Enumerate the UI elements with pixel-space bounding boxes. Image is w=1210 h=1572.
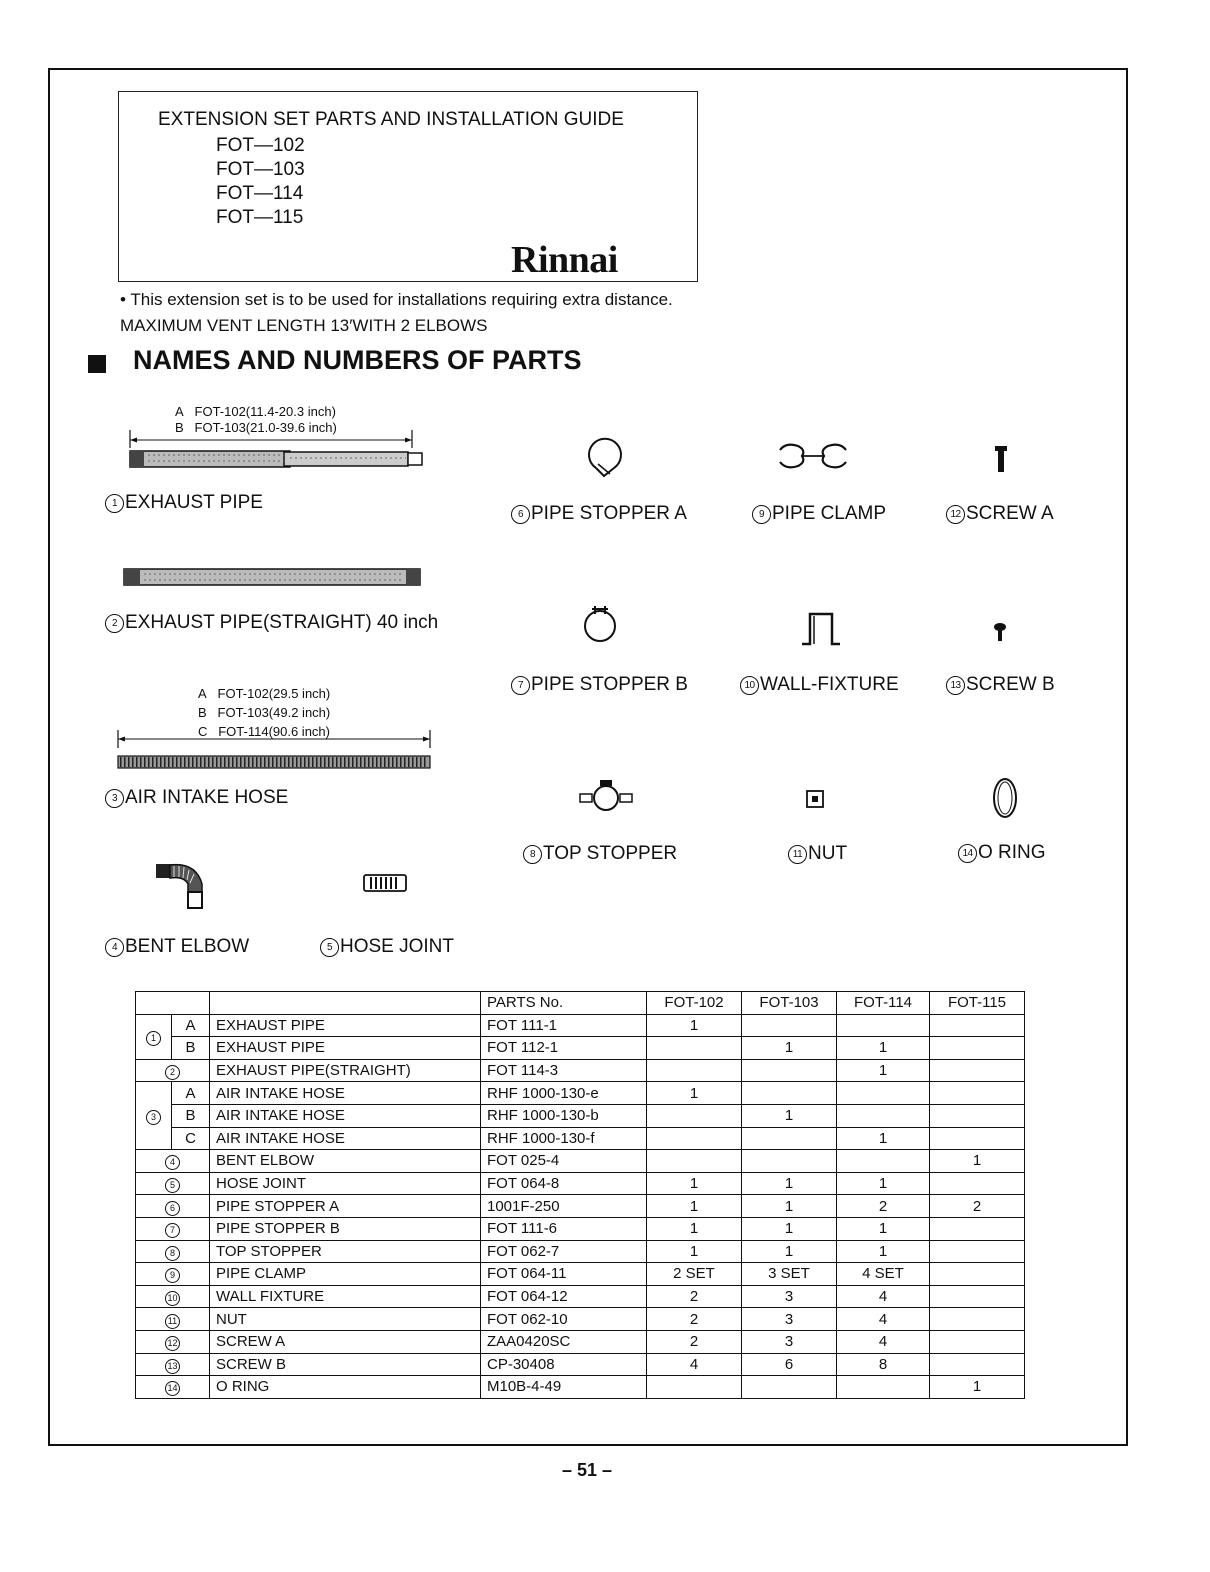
qty-fot102-cell: 4: [647, 1353, 742, 1376]
qty-fot115-cell: [930, 1240, 1025, 1263]
page-number: – 51 –: [562, 1460, 613, 1480]
qty-fot115-cell: [930, 1037, 1025, 1060]
max-vent-note: MAXIMUM VENT LENGTH 13′WITH 2 ELBOWS: [120, 316, 488, 335]
variant-cell: C: [172, 1127, 210, 1150]
header-cell: FOT-115: [930, 992, 1025, 1015]
part-name-cell: BENT ELBOW: [210, 1150, 481, 1173]
label-bent-elbow: [105, 936, 249, 958]
part-number-cell: FOT 064-12: [481, 1285, 647, 1308]
qty-fot103-cell: 1: [742, 1172, 837, 1195]
item-number-icon: 2: [165, 1065, 180, 1080]
number-8-icon: 8: [523, 845, 542, 864]
qty-fot115-cell: [930, 1263, 1025, 1286]
part-number-cell: FOT 064-8: [481, 1172, 647, 1195]
table-row: [136, 1195, 1025, 1218]
dim-text: FOT-103(49.2 inch): [217, 705, 331, 720]
part-name-cell: SCREW A: [210, 1330, 481, 1353]
usage-note: • This extension set is to be used for installations requiring extra distance.: [120, 290, 673, 309]
item-number-icon: 5: [165, 1178, 180, 1193]
qty-fot115-cell: [930, 1353, 1025, 1376]
model-number: FOT—102: [216, 135, 305, 156]
screw-b-icon: [993, 622, 1007, 644]
part-name: SCREW B: [966, 674, 1055, 695]
qty-fot102-cell: 2 SET: [647, 1263, 742, 1286]
part-name-cell: PIPE STOPPER B: [210, 1217, 481, 1240]
qty-fot103-cell: 1: [742, 1217, 837, 1240]
header-cell: [136, 992, 210, 1015]
part-number-cell: FOT 112-1: [481, 1037, 647, 1060]
pipe-stopper-a-icon: [584, 434, 626, 482]
part-name: EXHAUST PIPE(STRAIGHT) 40 inch: [125, 612, 439, 633]
qty-fot114-cell: 1: [837, 1217, 930, 1240]
qty-fot103-cell: 3 SET: [742, 1263, 837, 1286]
part-number-cell: FOT 111-6: [481, 1217, 647, 1240]
header-cell: FOT-103: [742, 992, 837, 1015]
part-name-cell: PIPE CLAMP: [210, 1263, 481, 1286]
part-name-cell: NUT: [210, 1308, 481, 1331]
part-number-cell: FOT 062-7: [481, 1240, 647, 1263]
dim-letter: C: [198, 724, 208, 739]
qty-fot102-cell: [647, 1127, 742, 1150]
qty-fot102-cell: [647, 1150, 742, 1173]
part-name-cell: EXHAUST PIPE: [210, 1014, 481, 1037]
screw-a-icon: [994, 444, 1008, 476]
qty-fot115-cell: [930, 1059, 1025, 1082]
part-number-cell: FOT 025-4: [481, 1150, 647, 1173]
item-number-icon: 11: [165, 1314, 180, 1329]
qty-fot102-cell: 1: [647, 1240, 742, 1263]
qty-fot103-cell: 1: [742, 1104, 837, 1127]
label-pipe-clamp: [752, 503, 886, 525]
variant-cell: B: [172, 1037, 210, 1060]
qty-fot102-cell: [647, 1104, 742, 1127]
label-screw-a: [946, 503, 1054, 525]
section-heading: NAMES AND NUMBERS OF PARTS: [133, 345, 582, 375]
part-name-cell: PIPE STOPPER A: [210, 1195, 481, 1218]
part-name-cell: AIR INTAKE HOSE: [210, 1082, 481, 1105]
model-number: FOT—115: [216, 207, 304, 228]
label-wall-fixture: [740, 674, 899, 696]
table-row: [136, 1217, 1025, 1240]
part-name: NUT: [808, 843, 848, 864]
item-number-icon: 12: [165, 1336, 180, 1351]
item-number-cell: [136, 1308, 210, 1331]
label-air-intake-hose: [105, 787, 288, 809]
qty-fot102-cell: 2: [647, 1308, 742, 1331]
item-number-icon: 9: [165, 1268, 180, 1283]
part-number-cell: FOT 062-10: [481, 1308, 647, 1331]
part-name-cell: AIR INTAKE HOSE: [210, 1104, 481, 1127]
header-cell: [210, 992, 481, 1015]
number-4-icon: 4: [105, 938, 124, 957]
model-number: FOT—103: [216, 159, 305, 180]
qty-fot114-cell: [837, 1150, 930, 1173]
part-name-cell: EXHAUST PIPE(STRAIGHT): [210, 1059, 481, 1082]
part-number-cell: FOT 111-1: [481, 1014, 647, 1037]
number-14-icon: 14: [958, 844, 977, 863]
part-name-cell: WALL FIXTURE: [210, 1285, 481, 1308]
table-row: [136, 1150, 1025, 1173]
qty-fot115-cell: [930, 1308, 1025, 1331]
number-1-icon: 1: [105, 494, 124, 513]
number-10-icon: 10: [740, 676, 759, 695]
qty-fot114-cell: 1: [837, 1037, 930, 1060]
model-number: FOT—114: [216, 183, 304, 204]
dim-text: FOT-102(11.4-20.3 inch): [194, 404, 336, 419]
qty-fot103-cell: 1: [742, 1037, 837, 1060]
qty-fot115-cell: [930, 1082, 1025, 1105]
qty-fot102-cell: 2: [647, 1330, 742, 1353]
table-row: [136, 1376, 1025, 1399]
part-number-cell: RHF 1000-130-b: [481, 1104, 647, 1127]
part-name: TOP STOPPER: [543, 843, 678, 864]
part-name-cell: O RING: [210, 1376, 481, 1399]
qty-fot114-cell: 4: [837, 1308, 930, 1331]
item-number-cell: [136, 1353, 210, 1376]
qty-fot115-cell: [930, 1127, 1025, 1150]
number-7-icon: 7: [511, 676, 530, 695]
number-5-icon: 5: [320, 938, 339, 957]
label-pipe-stopper-a: [511, 503, 687, 525]
item-number-cell: [136, 1150, 210, 1173]
part-number-cell: 1001F-250: [481, 1195, 647, 1218]
number-9-icon: 9: [752, 505, 771, 524]
label-nut: [788, 843, 847, 865]
part-name: WALL-FIXTURE: [760, 674, 899, 695]
qty-fot102-cell: 2: [647, 1285, 742, 1308]
qty-fot102-cell: 1: [647, 1172, 742, 1195]
qty-fot103-cell: 1: [742, 1240, 837, 1263]
qty-fot114-cell: [837, 1376, 930, 1399]
item-number-cell: [136, 1172, 210, 1195]
label-exhaust-pipe: [105, 492, 263, 514]
item-number-icon: 8: [165, 1246, 180, 1261]
header-cell: FOT-102: [647, 992, 742, 1015]
dim-letter: B: [198, 705, 207, 720]
number-12-icon: 12: [946, 505, 965, 524]
dim-text: FOT-102(29.5 inch): [217, 686, 331, 701]
table-row: [136, 1104, 1025, 1127]
part-number-cell: FOT 114-3: [481, 1059, 647, 1082]
qty-fot103-cell: [742, 1150, 837, 1173]
header-cell: PARTS No.: [481, 992, 647, 1015]
qty-fot102-cell: 1: [647, 1195, 742, 1218]
number-2-icon: 2: [105, 614, 124, 633]
qty-fot114-cell: 4 SET: [837, 1263, 930, 1286]
number-6-icon: 6: [511, 505, 530, 524]
table-row: [136, 1285, 1025, 1308]
item-number-icon: 4: [165, 1155, 180, 1170]
qty-fot114-cell: [837, 1104, 930, 1127]
part-number-cell: RHF 1000-130-e: [481, 1082, 647, 1105]
item-number-icon: 10: [165, 1291, 180, 1306]
item-number-cell: [136, 1059, 210, 1082]
dim-text: FOT-114(90.6 inch): [218, 724, 330, 739]
qty-fot115-cell: [930, 1330, 1025, 1353]
hose-dim-a: [198, 686, 330, 702]
number-3-icon: 3: [105, 789, 124, 808]
qty-fot115-cell: [930, 1014, 1025, 1037]
label-hose-joint: [320, 936, 454, 958]
item-number-icon: 7: [165, 1223, 180, 1238]
qty-fot103-cell: [742, 1014, 837, 1037]
exhaust-dim-a: [175, 404, 336, 420]
variant-cell: A: [172, 1014, 210, 1037]
qty-fot103-cell: [742, 1059, 837, 1082]
table-row: [136, 1014, 1025, 1037]
table-row: [136, 1263, 1025, 1286]
part-name: SCREW A: [966, 503, 1054, 524]
rinnai-logo: Rinnai: [511, 239, 618, 281]
qty-fot102-cell: 1: [647, 1217, 742, 1240]
dim-letter: A: [175, 404, 184, 419]
qty-fot102-cell: [647, 1059, 742, 1082]
hose-joint-icon: [363, 873, 407, 895]
straight-pipe-drawing: [122, 566, 424, 590]
bent-elbow-icon: [154, 858, 214, 912]
qty-fot114-cell: 2: [837, 1195, 930, 1218]
table-row: [136, 1240, 1025, 1263]
part-number-cell: ZAA0420SC: [481, 1330, 647, 1353]
part-name: HOSE JOINT: [340, 936, 455, 957]
table-row: [136, 1127, 1025, 1150]
qty-fot103-cell: [742, 1127, 837, 1150]
qty-fot114-cell: 1: [837, 1240, 930, 1263]
item-number-icon: 1: [146, 1031, 161, 1046]
qty-fot114-cell: 1: [837, 1059, 930, 1082]
label-top-stopper: [523, 843, 677, 865]
qty-fot115-cell: [930, 1285, 1025, 1308]
item-number-cell: [136, 1195, 210, 1218]
dim-letter: B: [175, 420, 184, 435]
qty-fot115-cell: [930, 1217, 1025, 1240]
qty-fot103-cell: 3: [742, 1330, 837, 1353]
qty-fot103-cell: 6: [742, 1353, 837, 1376]
part-name: BENT ELBOW: [125, 936, 250, 957]
part-name-cell: TOP STOPPER: [210, 1240, 481, 1263]
table-row: [136, 1037, 1025, 1060]
pipe-stopper-b-icon: [578, 602, 622, 646]
part-name-cell: HOSE JOINT: [210, 1172, 481, 1195]
item-number-icon: 3: [146, 1110, 161, 1125]
item-number-icon: 6: [165, 1201, 180, 1216]
table-row: [136, 1082, 1025, 1105]
label-o-ring: [958, 842, 1046, 864]
dim-text: FOT-103(21.0-39.6 inch): [194, 420, 337, 435]
qty-fot115-cell: [930, 1172, 1025, 1195]
item-number-icon: 13: [165, 1359, 180, 1374]
number-13-icon: 13: [946, 676, 965, 695]
variant-cell: B: [172, 1104, 210, 1127]
hose-dim-b: [198, 705, 330, 721]
part-number-cell: FOT 064-11: [481, 1263, 647, 1286]
part-name-cell: SCREW B: [210, 1353, 481, 1376]
table-body: [136, 992, 1025, 1399]
part-name-cell: AIR INTAKE HOSE: [210, 1127, 481, 1150]
part-number-cell: M10B-4-49: [481, 1376, 647, 1399]
item-number-icon: 14: [165, 1381, 180, 1396]
qty-fot102-cell: [647, 1037, 742, 1060]
table-row: [136, 1308, 1025, 1331]
part-name: O RING: [978, 842, 1046, 863]
qty-fot114-cell: [837, 1014, 930, 1037]
table-row: [136, 1330, 1025, 1353]
part-name-cell: EXHAUST PIPE: [210, 1037, 481, 1060]
qty-fot102-cell: 1: [647, 1014, 742, 1037]
item-number-cell: [136, 1376, 210, 1399]
part-name: PIPE STOPPER B: [531, 674, 688, 695]
qty-fot103-cell: 3: [742, 1285, 837, 1308]
air-intake-hose-drawing: [114, 726, 436, 774]
item-number-cell: [136, 1240, 210, 1263]
number-11-icon: 11: [788, 845, 807, 864]
header-cell: FOT-114: [837, 992, 930, 1015]
wall-fixture-icon: [800, 610, 844, 646]
part-name: PIPE CLAMP: [772, 503, 887, 524]
part-name: EXHAUST PIPE: [125, 492, 263, 513]
qty-fot102-cell: [647, 1376, 742, 1399]
qty-fot114-cell: 1: [837, 1127, 930, 1150]
label-exhaust-pipe-straight: [105, 612, 438, 634]
qty-fot102-cell: 1: [647, 1082, 742, 1105]
item-number-cell: [136, 1330, 210, 1353]
table-row: [136, 1059, 1025, 1082]
parts-table: [135, 991, 1025, 1399]
part-number-cell: RHF 1000-130-f: [481, 1127, 647, 1150]
exhaust-pipe-drawing: [124, 428, 434, 474]
top-stopper-icon: [578, 776, 634, 816]
qty-fot103-cell: 3: [742, 1308, 837, 1331]
qty-fot115-cell: 1: [930, 1376, 1025, 1399]
qty-fot114-cell: 4: [837, 1285, 930, 1308]
guide-title: EXTENSION SET PARTS AND INSTALLATION GUIDE: [158, 109, 624, 130]
table-row: [136, 1172, 1025, 1195]
part-name: PIPE STOPPER A: [531, 503, 687, 524]
qty-fot103-cell: [742, 1082, 837, 1105]
item-number-cell: [136, 1014, 172, 1059]
qty-fot103-cell: 1: [742, 1195, 837, 1218]
item-number-cell: [136, 1285, 210, 1308]
item-number-cell: [136, 1217, 210, 1240]
table-row: [136, 1353, 1025, 1376]
label-pipe-stopper-b: [511, 674, 688, 696]
item-number-cell: [136, 1082, 172, 1150]
label-screw-b: [946, 674, 1055, 696]
qty-fot114-cell: 4: [837, 1330, 930, 1353]
qty-fot115-cell: 2: [930, 1195, 1025, 1218]
part-name: AIR INTAKE HOSE: [125, 787, 289, 808]
qty-fot103-cell: [742, 1376, 837, 1399]
nut-icon: [805, 789, 825, 809]
table-header-row: [136, 992, 1025, 1015]
qty-fot115-cell: 1: [930, 1150, 1025, 1173]
variant-cell: A: [172, 1082, 210, 1105]
pipe-clamp-icon: [776, 438, 850, 476]
qty-fot115-cell: [930, 1104, 1025, 1127]
part-number-cell: CP-30408: [481, 1353, 647, 1376]
qty-fot114-cell: [837, 1082, 930, 1105]
qty-fot114-cell: 8: [837, 1353, 930, 1376]
item-number-cell: [136, 1263, 210, 1286]
section-bullet-icon: [88, 355, 106, 373]
qty-fot114-cell: 1: [837, 1172, 930, 1195]
o-ring-icon: [990, 776, 1020, 820]
dim-letter: A: [198, 686, 207, 701]
